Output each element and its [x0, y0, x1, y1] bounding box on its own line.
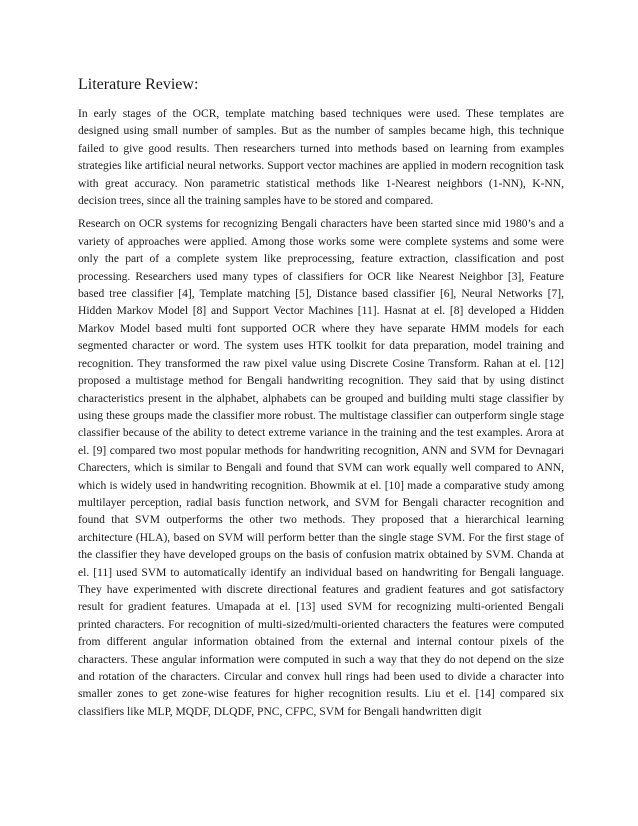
paragraph-intro: In early stages of the OCR, template matching based techniques were used. These templates are designed using small number of samples. But as the number of samples became high, this technique failed to give good results. Then researchers turned into methods based on learning from examples strategies like artificial neural networks. Support vector machines are applied in modern recognition task with great accuracy. Non parametric statistical methods like 1-Nearest neighbors (1-NN), K-NN, decision trees, since all the training samples have to be stored and compared.	[78, 108, 564, 208]
document-body	[78, 75, 564, 727]
section-heading: Literature Review:	[78, 76, 199, 93]
paragraph-research: Research on OCR systems for recognizing Bengali characters have been started since mid 1980’s and a variety of approaches were applied. Among those works some were complete systems and some were only the part of a complete system like preprocessing, feature extraction, classification and post processing. Researchers used many types of classifiers for OCR like Nearest Neighbor [3], Feature based tree classifier [4], Template matching [5], Distance based classifier [6], Neural Networks [7], Hidden Markov Model [8] and Support Vector Machines [11]. Hasnat at el. [8] developed a Hidden Markov Model based multi font supported OCR where they have separate HMM models for each segmented character or word. The system uses HTK toolkit for data preparation, model training and recognition. They transformed the raw pixel value using Discrete Cosine Transform. Rahan at el. [12] proposed a multistage method for Bengali handwriting recognition. They said that by using distinct characteristics present in the alphabet, alphabets can be grouped and building multi stage classifier by using these groups made the classifier more robust. The multistage classifier can outperform single stage classifier because of the ability to detect extreme variance in the training and the test examples. Arora at el. [9] compared two most popular methods for handwriting recognition, ANN and SVM for Devnagari Charecters, which is similar to Bengali and found that SVM can work equally well compared to ANN, which is widely used in handwriting recognition. Bhowmik at el. [10] made a comparative study among multilayer perception, radial basis function network, and SVM for Bengali character recognition and found that SVM outperforms the other two methods. They proposed that a hierarchical learning architecture (HLA), based on SVM will perform better than the single stage SVM. For the first stage of the classifier they have developed groups on the basis of confusion matrix obtained by SVM. Chanda at el. [11] used SVM to automatically identify an individual based on handwriting for Bengali language. They have experimented with discrete directional features and gradient features and got satisfactory result for gradient features. Umapada at el. [13] used SVM for recognizing multi-oriented Bengali printed characters. For recognition of multi-sized/multi-oriented characters the features were computed from different angular information obtained from the external and internal contour pixels of the characters. These angular information were computed in such a way that they do not depend on the size and rotation of the characters. Circular and convex hull rings had been used to divide a character into smaller zones to get zone-wise features for higher recognition results. Liu et el. [14] compared six classifiers like MLP, MQDF, DLQDF, PNC, CFPC, SVM for Bengali handwritten digit	[78, 218, 564, 718]
